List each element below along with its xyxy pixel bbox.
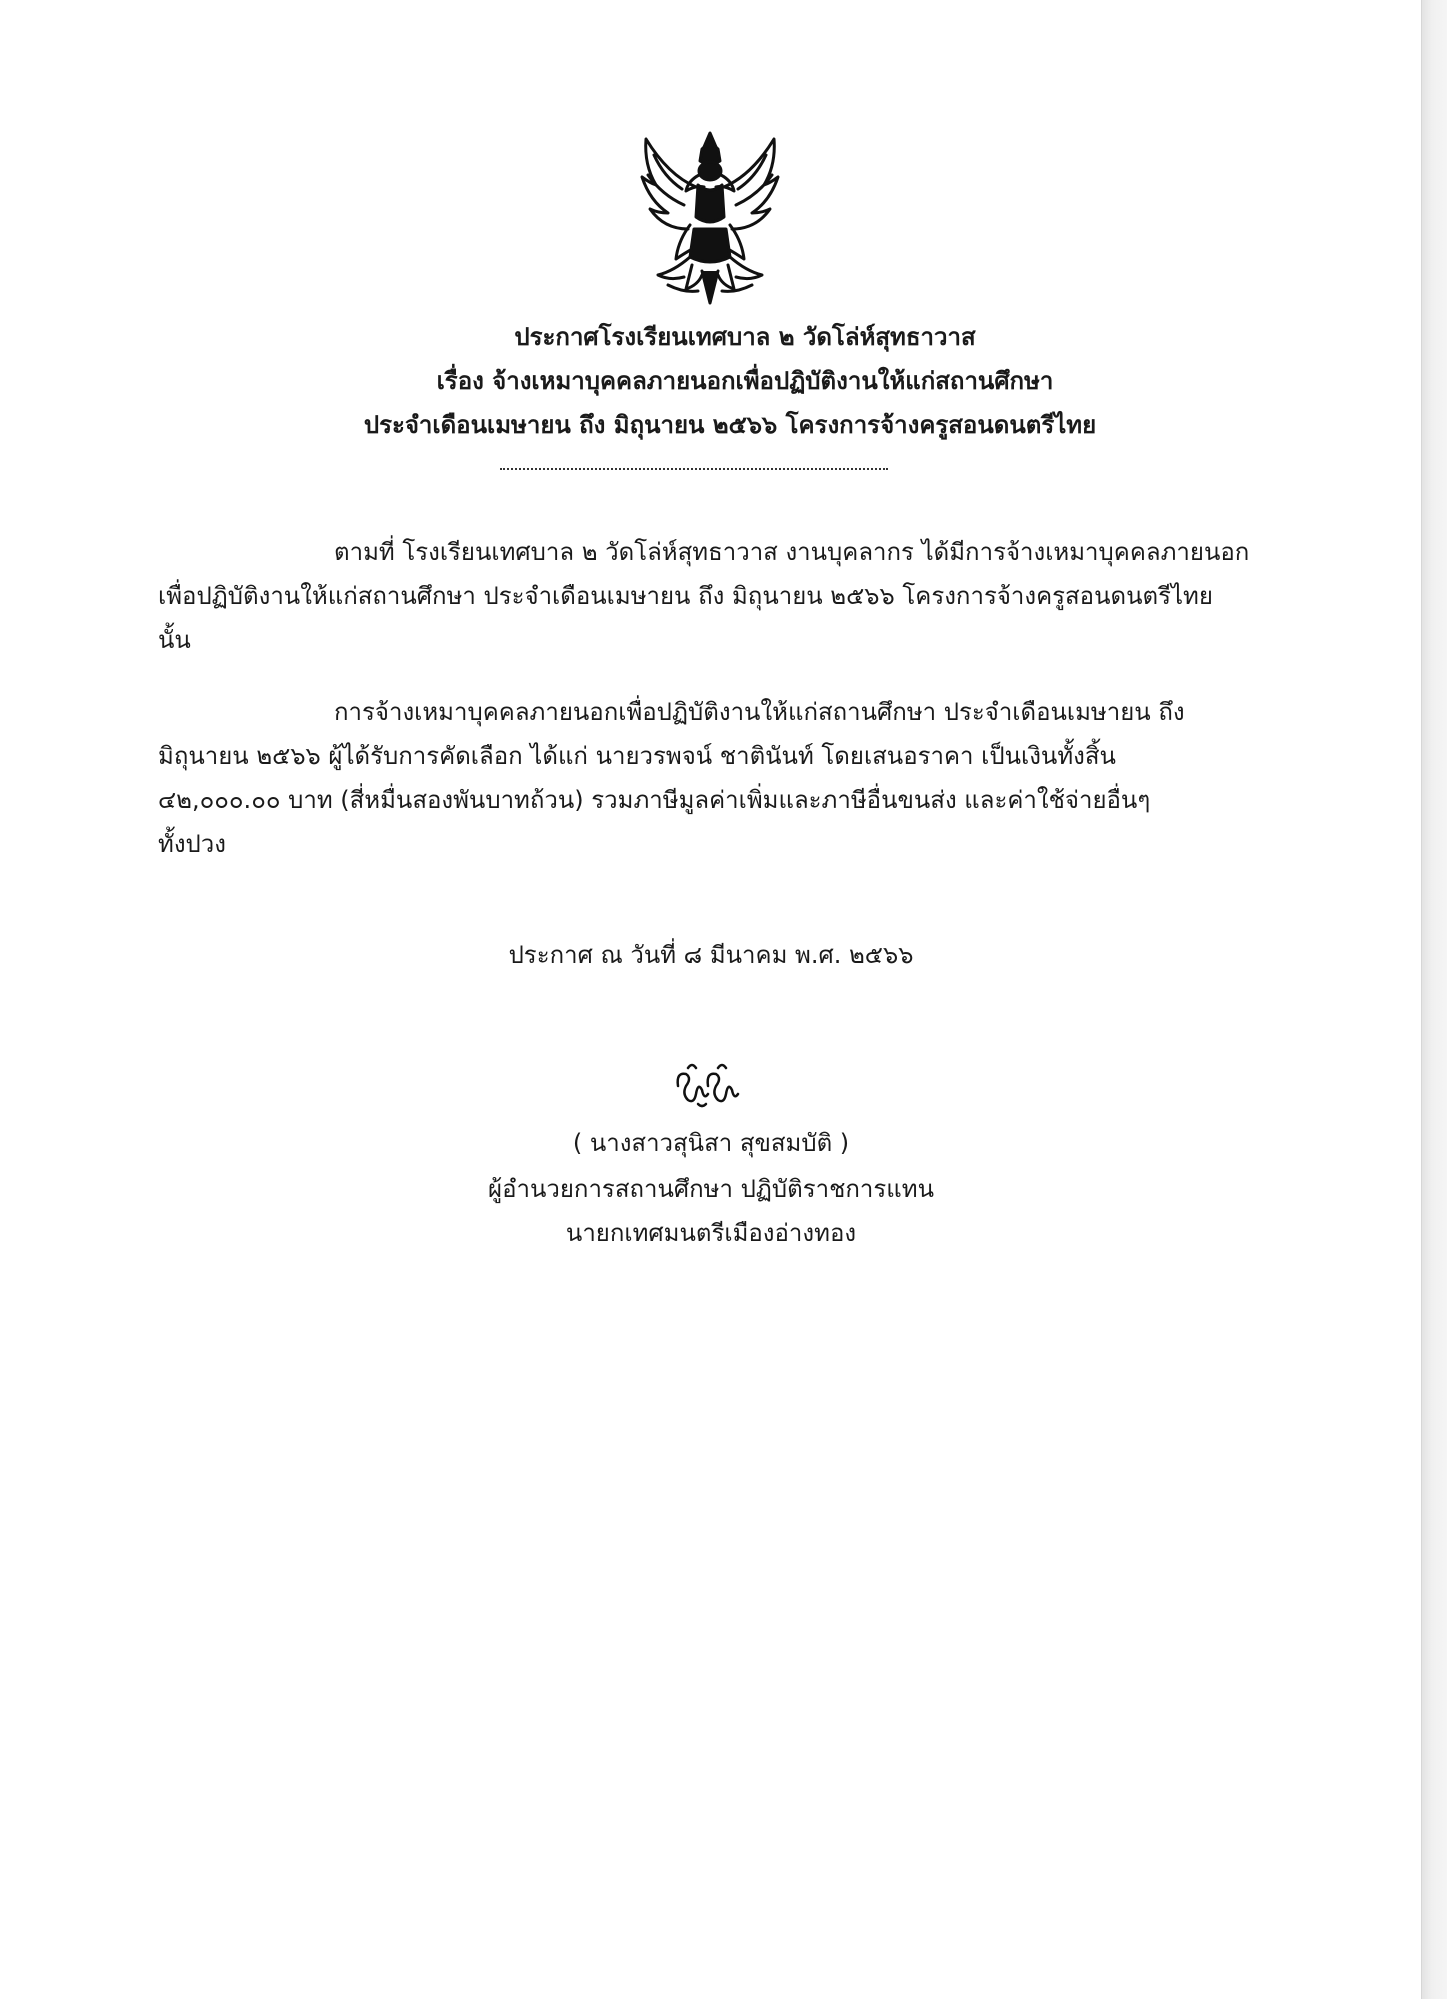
paragraph-1-line: เพื่อปฏิบัติงานให้แก่สถานศึกษา ประจำเดือนเมษายน ถึง มิถุนายน ๒๕๖๖ โครงการจ้างครูสอนดนตรีไทย (158, 582, 1213, 610)
signature-icon (672, 1060, 742, 1110)
announcement-subject: เรื่อง จ้างเหมาบุคคลภายนอกเพื่อปฏิบัติงานให้แก่สถานศึกษา (436, 367, 1054, 395)
paragraph-2-line: การจ้างเหมาบุคคลภายนอกเพื่อปฏิบัติงานให้แก่สถานศึกษา ประจำเดือนเมษายน ถึง (334, 698, 1185, 726)
dotted-separator (500, 468, 888, 470)
paragraph-1-line: นั้น (158, 626, 191, 654)
paragraph-2-line: ๔๒,๐๐๐.๐๐ บาท (สี่หมื่นสองพันบาทถ้วน) รวมภาษีมูลค่าเพิ่มและภาษีอื่นขนส่ง และค่าใช้จ่ายอื่นๆ (158, 786, 1151, 814)
signatory-position-2: นายกเทศมนตรีเมืองอ่างทอง (565, 1219, 857, 1247)
signatory-position: ผู้อำนวยการสถานศึกษา ปฏิบัติราชการแทน (488, 1175, 934, 1203)
announcement-date: ประกาศ ณ วันที่ ๘ มีนาคม พ.ศ. ๒๕๖๖ (508, 941, 914, 969)
paragraph-1 (158, 530, 1248, 662)
paragraph-2-line: ทั้งปวง (158, 830, 226, 858)
paragraph-1-line: ตามที่ โรงเรียนเทศบาล ๒ วัดโล่ห์สุทธาวาส งานบุคลากร ได้มีการจ้างเหมาบุคคลภายนอก (334, 538, 1250, 566)
announcement-period: ประจำเดือนเมษายน ถึง มิถุนายน ๒๕๖๖ โครงการจ้างครูสอนดนตรีไทย (363, 411, 1097, 439)
paragraph-2-line: มิถุนายน ๒๕๖๖ ผู้ได้รับการคัดเลือก ได้แก่ นายวรพจน์ ชาตินันท์ โดยเสนอราคา เป็นเงินทั้งสิ้น (158, 742, 1116, 770)
garuda-emblem-icon (628, 125, 793, 310)
signatory-name: ( นางสาวสุนิสา สุขสมบัติ ) (572, 1129, 850, 1157)
paragraph-2 (158, 690, 1248, 866)
page-edge (1421, 0, 1447, 1999)
announcement-title: ประกาศโรงเรียนเทศบาล ๒ วัดโล่ห์สุทธาวาส (514, 323, 976, 351)
